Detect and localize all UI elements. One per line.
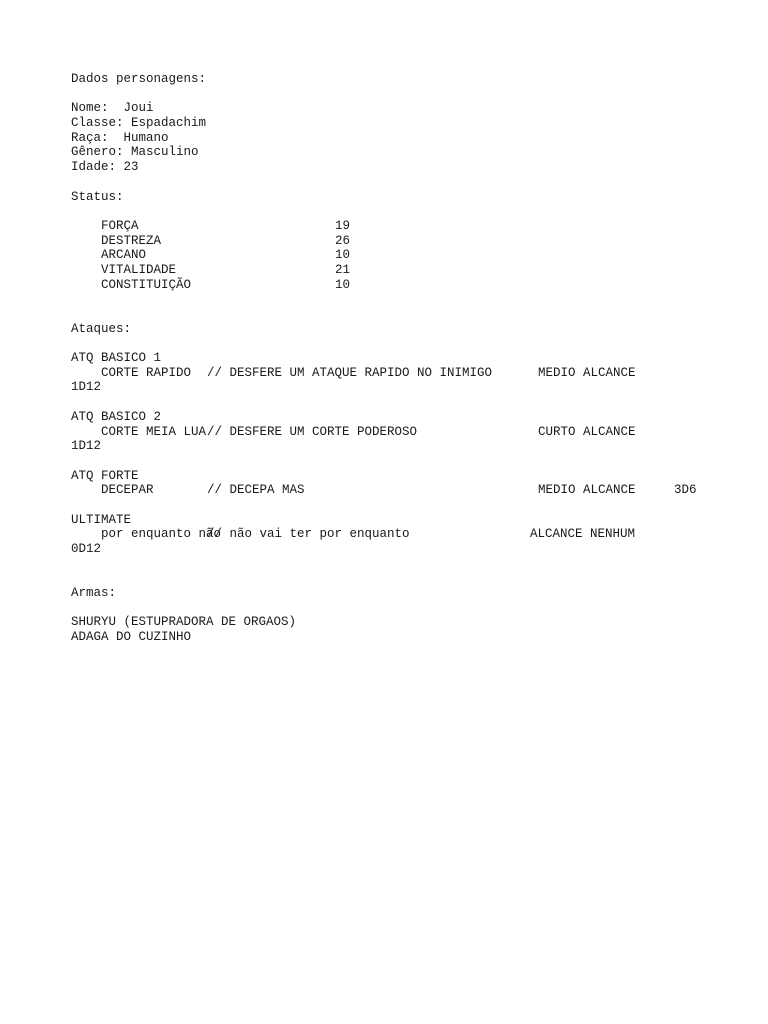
attack-damage: 1D12 <box>71 439 102 454</box>
attack-range: CURTO ALCANCE <box>538 424 636 439</box>
attack-row <box>71 366 751 381</box>
stat-name: DESTREZA <box>101 233 162 248</box>
attack-description: // DESFERE UM CORTE PODEROSO <box>207 424 418 439</box>
attack-description: // não vai ter por enquanto <box>207 527 410 542</box>
attack-label: ATQ BASICO 1 <box>71 351 162 366</box>
spacer <box>71 175 751 190</box>
attack-name: por enquanto não <box>101 527 222 542</box>
spacer <box>71 557 751 572</box>
attack-name: CORTE MEIA LUA <box>101 424 207 439</box>
profile-raca: Raça: Humano <box>71 130 169 145</box>
attack-name: DECEPAR <box>101 483 154 498</box>
stat-row <box>71 219 751 234</box>
spacer <box>71 395 751 410</box>
spacer <box>71 454 751 469</box>
stat-value: 26 <box>335 233 351 248</box>
attack-range: MEDIO ALCANCE <box>538 483 636 498</box>
stat-name: ARCANO <box>101 248 147 263</box>
attack-row <box>71 527 751 542</box>
spacer <box>71 336 751 351</box>
attack-range: MEDIO ALCANCE <box>538 365 636 380</box>
attack-label: ULTIMATE <box>71 512 132 527</box>
stat-value: 19 <box>335 218 351 233</box>
spacer <box>71 498 751 513</box>
attack-damage: 3D6 <box>674 483 697 498</box>
spacer <box>71 204 751 219</box>
attack-range: ALCANCE NENHUM <box>530 527 636 542</box>
section-title-status: Status: <box>71 189 124 204</box>
weapon-item: ADAGA DO CUZINHO <box>71 630 192 645</box>
section-title-ataques: Ataques: <box>71 321 132 336</box>
profile-classe: Classe: Espadachim <box>71 116 207 131</box>
section-title-armas: Armas: <box>71 586 117 601</box>
stat-row <box>71 248 751 263</box>
profile-idade: Idade: 23 <box>71 160 139 175</box>
attack-description: // DESFERE UM ATAQUE RAPIDO NO INIMIGO <box>207 365 493 380</box>
document-page <box>71 72 751 645</box>
attack-name: CORTE RAPIDO <box>101 365 192 380</box>
stat-row <box>71 278 751 293</box>
spacer <box>71 307 751 322</box>
attack-row <box>71 425 751 440</box>
spacer <box>71 292 751 307</box>
attack-label: ATQ FORTE <box>71 468 139 483</box>
stat-name: CONSTITUIÇÃO <box>101 277 192 292</box>
attack-description: // DECEPA MAS <box>207 483 305 498</box>
stat-value: 10 <box>335 248 351 263</box>
attack-label: ATQ BASICO 2 <box>71 409 162 424</box>
stat-name: VITALIDADE <box>101 262 177 277</box>
section-title-personagens: Dados personagens: <box>71 72 207 86</box>
stat-name: FORÇA <box>101 218 139 233</box>
profile-nome: Nome: Joui <box>71 101 154 116</box>
stat-value: 10 <box>335 277 351 292</box>
attack-damage: 0D12 <box>71 542 102 556</box>
stat-row <box>71 234 751 249</box>
spacer <box>71 601 751 616</box>
stat-value: 21 <box>335 262 351 277</box>
stat-row <box>71 263 751 278</box>
profile-genero: Gênero: Masculino <box>71 145 199 160</box>
weapon-item: SHURYU (ESTUPRADORA DE ORGAOS) <box>71 615 297 630</box>
attack-row <box>71 483 751 498</box>
attack-damage: 1D12 <box>71 380 102 395</box>
spacer <box>71 571 751 586</box>
spacer <box>71 87 751 102</box>
